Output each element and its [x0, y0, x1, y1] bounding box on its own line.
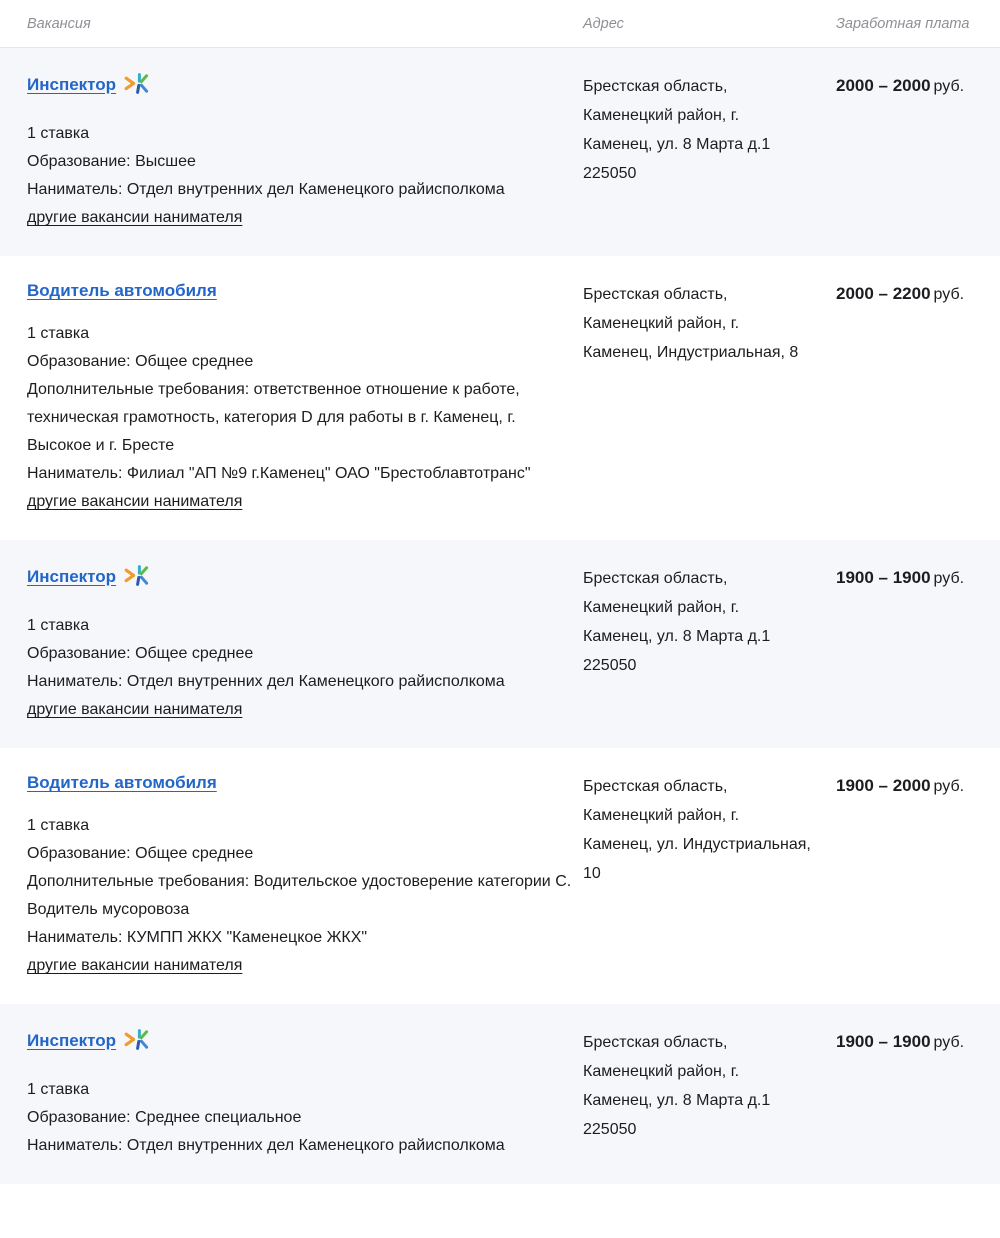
column-header-salary: Заработная плата [836, 15, 970, 32]
vacancy-title-line [27, 279, 577, 304]
vacancy-title-line [27, 1027, 577, 1060]
vacancy-salary [836, 71, 978, 232]
vacancy-address: Брестская область, Каменецкий район, г. Каменец, ул. 8 Марта д.1 225050 [583, 78, 771, 182]
salary-range: 2000 – 2000 [836, 76, 931, 95]
vacancy-address: Брестская область, Каменецкий район, г. Каменец, Индустриальная, 8 [583, 286, 799, 361]
salary-currency: руб. [933, 778, 965, 795]
table-row [0, 1004, 1000, 1184]
table-row [0, 748, 1000, 1004]
table-row [0, 48, 1000, 256]
vacancy-detail-line: 1 ставка [27, 325, 90, 342]
vacancy-details [27, 812, 577, 952]
vacancy-details [27, 120, 577, 204]
vacancy-title-link[interactable]: Инспектор [27, 75, 117, 94]
vacancy-title-line [27, 563, 577, 596]
vacancy-salary [836, 1027, 978, 1160]
vacancy-title-link[interactable]: Инспектор [27, 567, 117, 586]
other-vacancies-link[interactable]: другие вакансии нанимателя [27, 209, 243, 226]
salary-range: 2000 – 2200 [836, 284, 931, 303]
column-header-address: Адрес [583, 15, 624, 32]
vacancy-detail-line: Наниматель: Филиал "АП №9 г.Каменец" ОАО "Брестоблавтотранс" [27, 465, 531, 482]
employment-asterisk-icon [123, 563, 150, 596]
vacancy-title-line [27, 771, 577, 796]
vacancy-title-link[interactable]: Водитель автомобиля [27, 773, 217, 792]
vacancy-salary [836, 279, 978, 516]
vacancy-detail-line: 1 ставка [27, 817, 90, 834]
vacancy-address: Брестская область, Каменецкий район, г. Каменец, ул. 8 Марта д.1 225050 [583, 570, 771, 674]
other-vacancies-link[interactable]: другие вакансии нанимателя [27, 493, 243, 510]
vacancy-detail-line: Образование: Высшее [27, 153, 196, 170]
table-row [0, 256, 1000, 540]
vacancy-detail-line: Образование: Общее среднее [27, 645, 254, 662]
table-body [0, 48, 1000, 1184]
vacancy-cell [27, 563, 583, 724]
vacancy-cell [27, 1027, 583, 1160]
column-header-vacancy: Вакансия [27, 15, 91, 32]
vacancy-detail-line: Наниматель: КУМПП ЖКХ "Каменецкое ЖКХ" [27, 929, 368, 946]
other-vacancies-link[interactable]: другие вакансии нанимателя [27, 701, 243, 718]
vacancy-detail-line: Образование: Общее среднее [27, 845, 254, 862]
vacancy-salary [836, 563, 978, 724]
salary-range: 1900 – 1900 [836, 1032, 931, 1051]
salary-range: 1900 – 1900 [836, 568, 931, 587]
vacancy-title-line [27, 71, 577, 104]
vacancy-detail-line: Дополнительные требования: Водительское удостоверение категории C. Водитель мусоровоза [27, 873, 572, 918]
table-row [0, 540, 1000, 748]
vacancy-detail-line: Образование: Общее среднее [27, 353, 254, 370]
salary-currency: руб. [933, 286, 965, 303]
vacancy-address: Брестская область, Каменецкий район, г. Каменец, ул. Индустриальная, 10 [583, 778, 811, 882]
salary-currency: руб. [933, 78, 965, 95]
vacancy-detail-line: Наниматель: Отдел внутренних дел Каменецкого райисполкома [27, 673, 505, 690]
salary-currency: руб. [933, 1034, 965, 1051]
vacancy-cell [27, 279, 583, 516]
vacancy-detail-line: 1 ставка [27, 1081, 90, 1098]
salary-currency: руб. [933, 570, 965, 587]
employment-asterisk-icon [123, 71, 150, 104]
employment-asterisk-icon [123, 1027, 150, 1060]
vacancy-detail-line: 1 ставка [27, 617, 90, 634]
vacancy-address: Брестская область, Каменецкий район, г. Каменец, ул. 8 Марта д.1 225050 [583, 1034, 771, 1138]
vacancy-detail-line: Образование: Среднее специальное [27, 1109, 302, 1126]
vacancy-detail-line: Наниматель: Отдел внутренних дел Каменецкого райисполкома [27, 1137, 505, 1154]
vacancy-cell [27, 71, 583, 232]
vacancy-details [27, 320, 577, 488]
salary-range: 1900 – 2000 [836, 776, 931, 795]
other-vacancies-link[interactable]: другие вакансии нанимателя [27, 957, 243, 974]
vacancy-salary [836, 771, 978, 980]
vacancy-details [27, 1076, 577, 1160]
vacancy-detail-line: Наниматель: Отдел внутренних дел Каменецкого райисполкома [27, 181, 505, 198]
table-header [0, 0, 1000, 48]
vacancy-title-link[interactable]: Водитель автомобиля [27, 281, 217, 300]
vacancy-cell [27, 771, 583, 980]
vacancy-details [27, 612, 577, 696]
vacancy-title-link[interactable]: Инспектор [27, 1031, 117, 1050]
vacancy-detail-line: Дополнительные требования: ответственное отношение к работе, техническая грамотность, категория D для работы в г. Каменец, г. Высокое и г. Бресте [27, 381, 520, 454]
vacancy-detail-line: 1 ставка [27, 125, 90, 142]
